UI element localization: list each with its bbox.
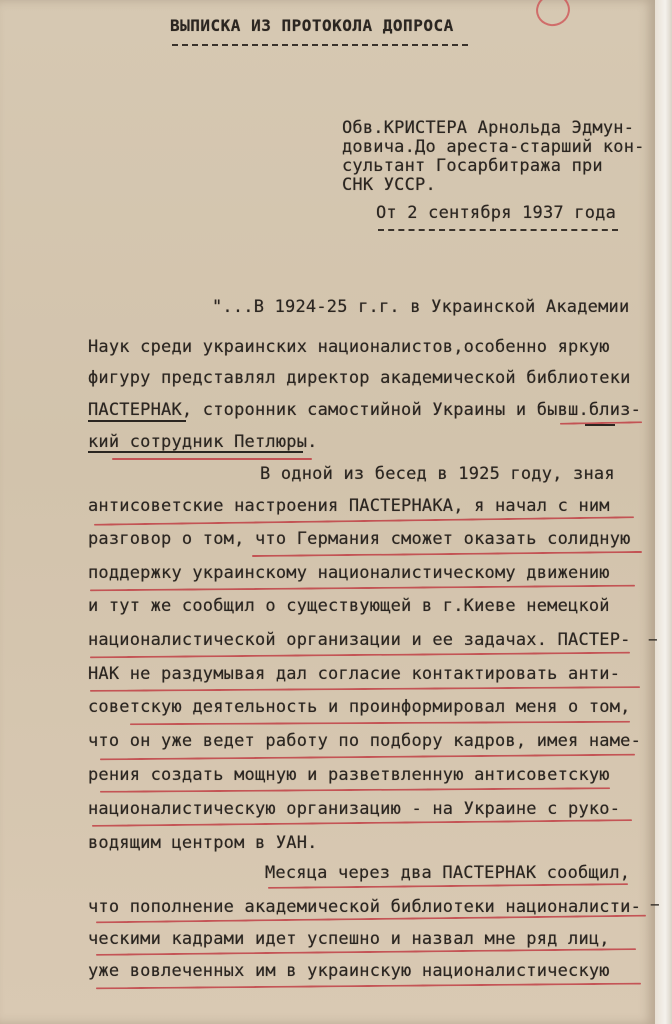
page-edge bbox=[655, 0, 672, 1024]
typed-underline bbox=[88, 451, 303, 453]
header-line-3: сультант Госарбитража при bbox=[342, 156, 603, 176]
margin-mark: − bbox=[650, 895, 660, 914]
body-line: рения создать мощную и разветвленную антисоветскую bbox=[88, 765, 610, 785]
date-underline bbox=[378, 229, 618, 231]
body-line: ческими кадрами идет успешно и назвал мне ряд лиц, bbox=[88, 929, 610, 949]
body-line: водящим центром в УАН. bbox=[88, 833, 318, 853]
body-line: националистическую организацию - на Украине с руко- bbox=[88, 799, 621, 819]
typed-underline bbox=[585, 424, 615, 426]
document-title: ВЫПИСКА ИЗ ПРОТОКОЛА ДОПРОСА bbox=[170, 16, 454, 35]
body-line: ПАСТЕРНАК, сторонник самостийной Украины и бывш.близ- bbox=[88, 400, 642, 420]
body-line: советскую деятельность и проинформировал меня о том, bbox=[88, 697, 631, 717]
body-line: разговор о том, что Германия сможет оказать солидную bbox=[88, 529, 631, 549]
header-line-1: Обв.КРИСТЕРА Арнольда Эдмун- bbox=[342, 118, 635, 138]
body-line: поддержку украинскому националистическому движению bbox=[88, 563, 610, 583]
body-line: В одной из бесед в 1925 году, зная bbox=[260, 464, 615, 484]
body-line: Наук среди украинских националистов,особенно яркую bbox=[88, 337, 610, 357]
body-line: кий сотрудник Петлюры. bbox=[88, 432, 318, 452]
date-line: От 2 сентября 1937 года bbox=[376, 203, 617, 223]
body-line: и тут же сообщил о существующей в г.Киеве немецкой bbox=[88, 596, 610, 616]
body-line: что пополнение академической библиотеки националисти- bbox=[88, 897, 642, 917]
typed-underline bbox=[88, 420, 186, 422]
body-line: антисоветские настроения ПАСТЕРНАКА, я начал с ним bbox=[88, 496, 610, 516]
body-line: "...В 1924-25 г.г. в Украинской Академии bbox=[212, 297, 630, 317]
header-line-2: довича.До ареста-старший кон- bbox=[342, 137, 645, 157]
header-line-4: СНК УССР. bbox=[342, 175, 436, 195]
title-underline bbox=[172, 44, 468, 46]
body-line: фигуру представлял директор академической библиотеки bbox=[88, 368, 631, 388]
margin-mark: − bbox=[648, 630, 658, 649]
body-line: националистической организации и ее задачах. ПАСТЕР- bbox=[88, 630, 631, 650]
body-line: что он уже ведет работу по подбору кадров, имея наме- bbox=[88, 731, 642, 751]
body-line: уже вовлеченных им в украинскую националистическую bbox=[88, 961, 610, 981]
red-underline bbox=[112, 458, 312, 460]
body-line: НАК не раздумывая дал согласие контактировать анти- bbox=[88, 664, 621, 684]
body-line: Месяца через два ПАСТЕРНАК сообщил, bbox=[265, 863, 631, 883]
